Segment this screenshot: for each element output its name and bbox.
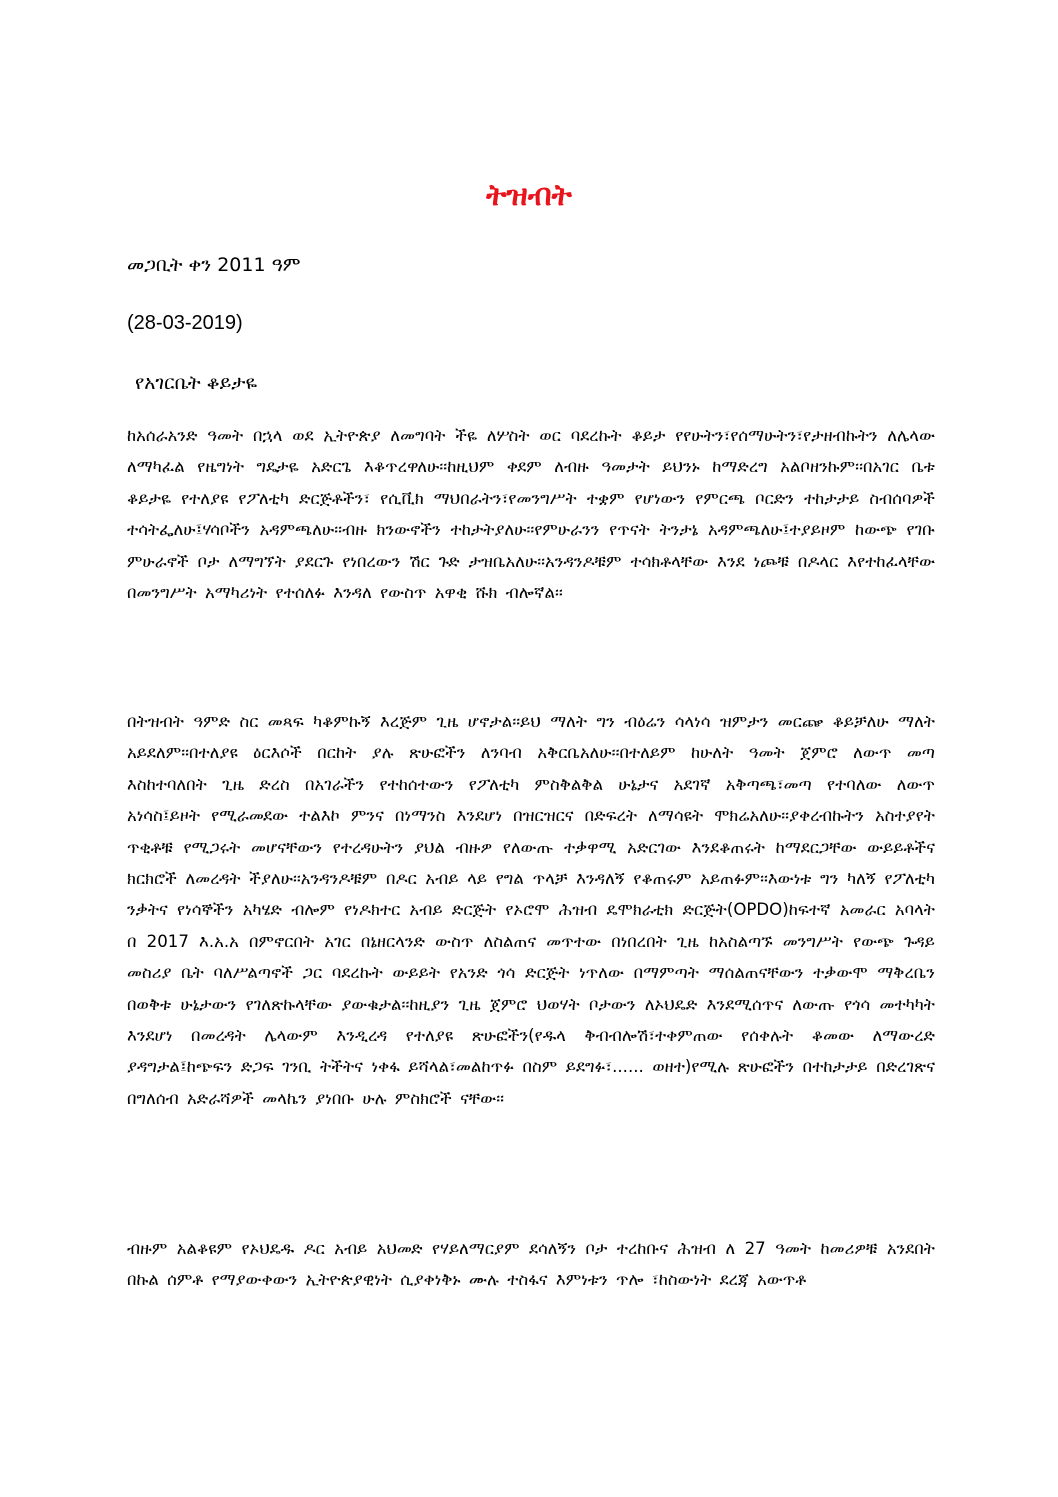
body-paragraph-1: ከአሰራአንድ ዓመት በኋላ ወደ ኢትዮጵያ ለመግባት ችዬ ለሦስት ወር ባደረኩት ቆይታ የየሁትን፣የሰማሁትን፣የታዘብኩትን ለሌላው ለማካፈል የዜግነት ግዴታዬ አድርጌ እቆጥረዋለሁ፡፡ከዚህም ቀደም ለብዙ ዓመታት ይህንኑ ከማድረግ አልቦዘንኩም፡፡በአገር ቤቱ ቆይታዬ የተለያዩ የፖለቲካ ድርጅቶችን፣ የሲቪክ ማህበራትን፣የመንግሥት ተቋም የሆነውን የምርጫ ቦርድን ተከታታይ ስብሰባዎች ተሳትፌለሁ፤ሃሳቦችን አዳምጫለሁ፡፡ብዙ ክንውኖችን ተከታትያለሁ፡፡የምሁራንን የጥናት ትንታኔ አዳምጫለሁ፤ተያይዞም ከውጭ የገቡ ምሁራኖች ቦታ ለማግኘት ያደርጉ የነበረውን ሽር ጉድ ታዝቤአለሁ፡፡አንዳንዶቹም ተሳክቶላቸው እንደ ነጮቹ በዶላር እየተከፈላቸው በመንግሥት አማካሪነት የተሰለፉ እንዳለ የውስጥ አዋቂ ሹክ ብሎኛል፡፡ — [127, 426, 935, 603]
gregorian-date: (28-03-2019) — [127, 312, 243, 334]
body-paragraph-2: በትዝብት ዓምድ ስር መጻፍ ካቆምኩኝ እረጅም ጊዜ ሆኖታል፡፡ይህ ማለት ግን ብዕሬን ሳላነሳ ዝምታን መርጬ ቆይቻለሁ ማለት አይደለም፡፡በተለያዩ ዕርእሶች በርከት ያሉ ጽሁፎችን ለንባብ አቅርቤአለሁ፡፡በተለይም ከሁለት ዓመት ጀምሮ ለውጥ መጣ እስከተባለበት ጊዜ ድረስ በአገራችን የተከሰተውን የፖለቲካ ምስቅልቅል ሁኔታና አደገኛ አቅጣጫ፣መጣ የተባለው ለውጥ አነሳስ፤ይዞት የሚራመደው ተልእኮ ምንና በነማንስ እንደሆነ በዝርዝርና በድፍረት ለማሳዩት ሞክሬአለሁ፡፡ያቀረብኩትን አስተያየት ጥቂቶቹ የሚጋሩት መሆናቸውን የተረዳሁትን ያህል ብዙዎ የለውጡ ተቃዋሚ አድርገው እንደቆጠሩት ከማደርጋቸው ውይይቶችና ክርክሮች ለመረዳት ችያለሁ፡፡አንዳንዶቹም በዶር አብይ ላይ የግል ጥላቻ እንዳለኝ የቆጠሩም አይጠፉም፡፡እውነቱ ግን ካለኝ የፖለቲካ ንቃትና የነሳኞችን አካሄድ ብሎም የነዶክተር አብይ ድርጅት የኦሮሞ ሕዝብ ዴሞክራቲክ ድርጅት(OPDO)ከፍተኛ አመራር አባላት በ 2017 እ.አ.አ በምኖርበት አገር በኔዘርላንድ ውስጥ ለስልጠና መጥተው በነበረበት ጊዜ ከአስልጣኙ መንግሥት የውጭ ጉዳይ መስሪያ ቤት ባለሥልጣኖች ጋር ባደረኩት ውይይት የአንድ ጎሳ ድርጅት ነጥለው በማምጣት ማሰልጠናቸውን ተቃውሞ ማቅረቤን በወቅቱ ሁኔታውን የገለጽኩላቸው ያውቁታል፡፡ከዚያን ጊዜ ጀምሮ ህወሃት ቦታውን ለኦህዴድ እንደሚሰጥና ለውጡ የጎሳ መተካካት እንደሆነ በመረዳት ሌላውም እንዲረዳ የተለያዩ ጽሁፎችን(የዱላ ቅብብሎሽ፣ተቀምጠው የሰቀሉት ቆመው ለማውረድ ያዳግታል፤ከጭፍን ድጋፍ ገንቢ ትችትና ነቀፋ ይሻላል፣መልከጥፉ በስም ይደግፉ፣...... ወዘተ)የሚሉ ጽሁፎችን በተከታታይ በድረገጽና በግለሰብ አድራሻዎች መላኬን ያነበቡ ሁሉ ምስክሮች ናቸው፡፡ — [127, 712, 935, 1108]
ethiopian-date: መጋቢት ቀን 2011 ዓም — [127, 254, 301, 276]
body-paragraph-3: ብዙም አልቆዩም የኦህዴዱ ዶር አብይ አህመድ የሃይለማርያም ደሳለኝን ቦታ ተረከቡና ሕዝብ ለ 27 ዓመት ከመሪዎቹ አንደበት በኩል ሰምቶ የማያውቀውን ኢትዮጵያዊነት ሲያቀነቅኑ ሙሉ ተስፋና እምነቱን ጥሎ ፣ከስውነት ደረጃ አውጥቶ — [127, 1239, 935, 1290]
page-title: ትዝብት — [486, 178, 572, 213]
section-heading: የአገርቤት ቆይታዬ — [135, 372, 258, 394]
